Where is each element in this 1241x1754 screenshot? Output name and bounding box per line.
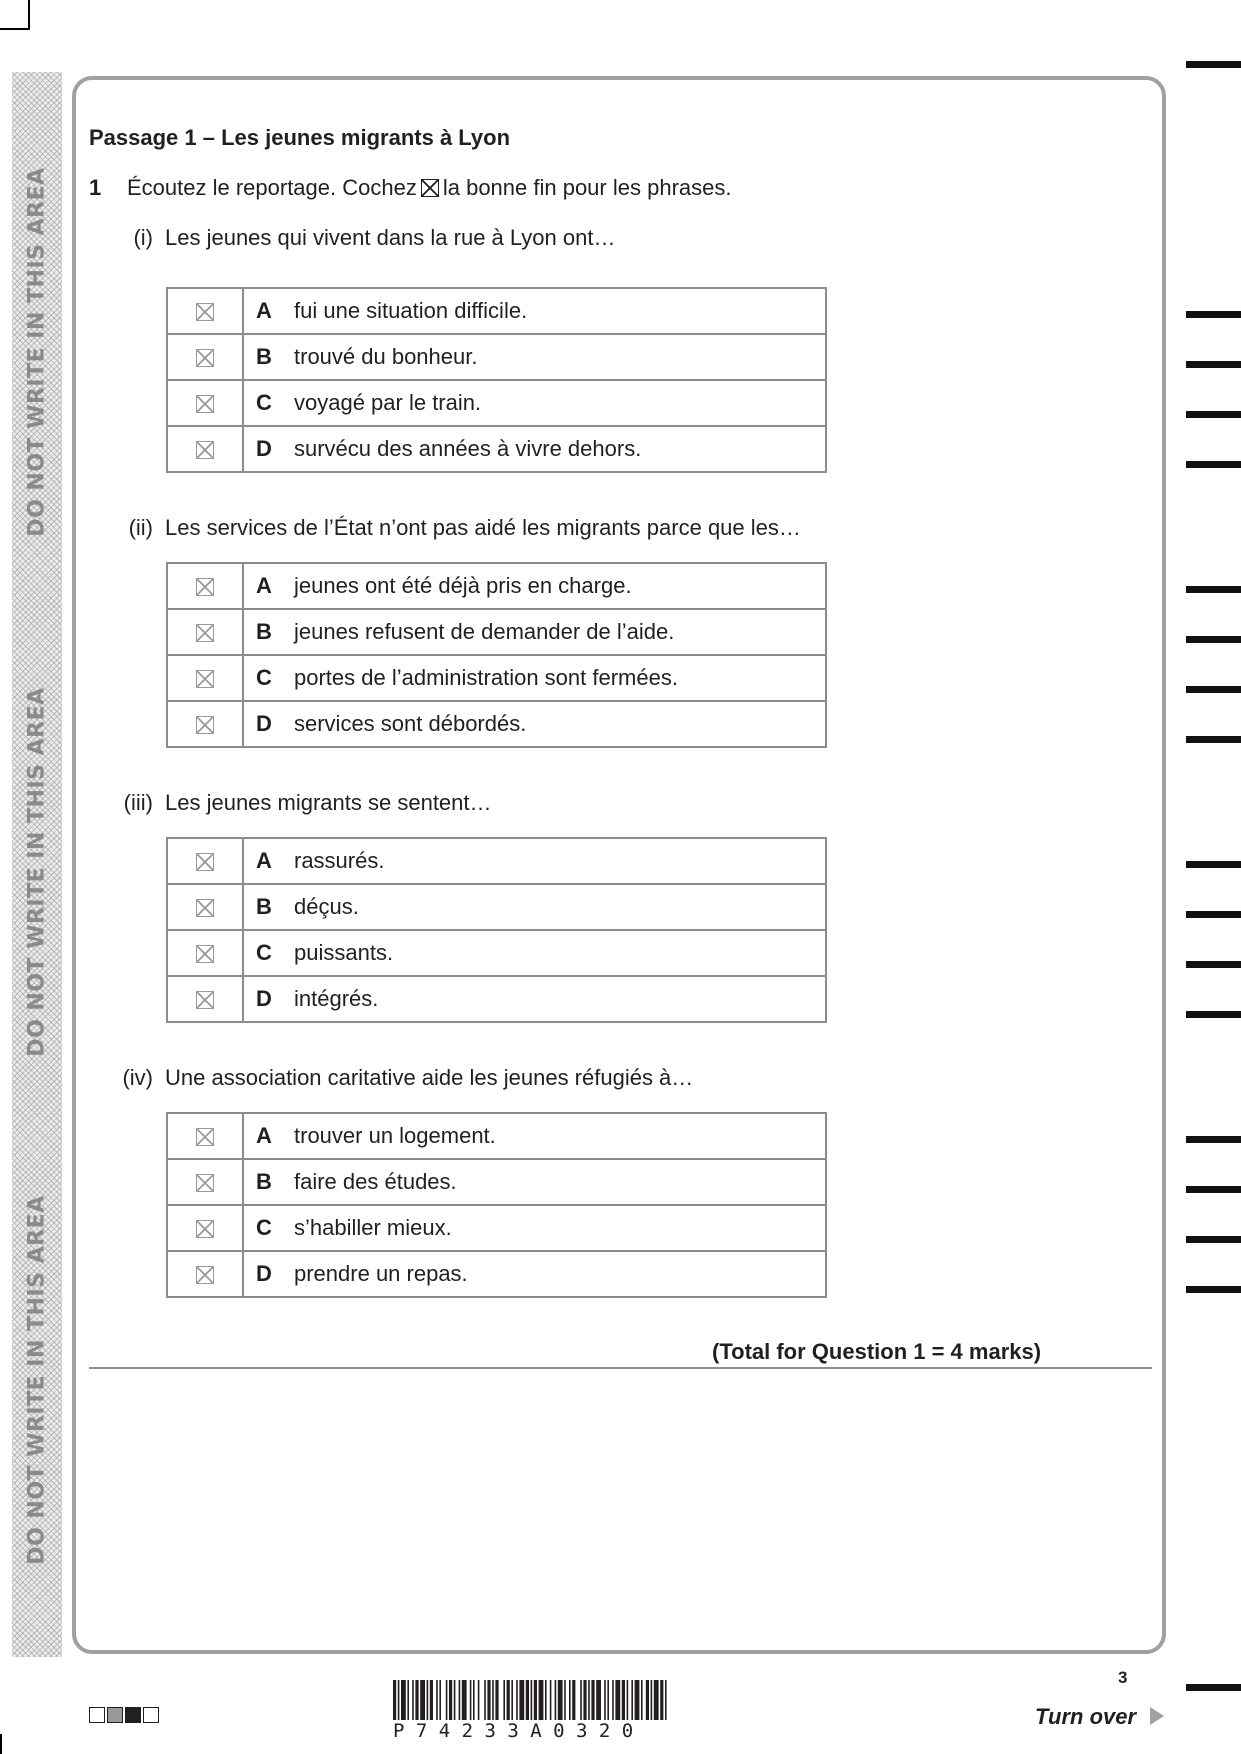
timing-mark <box>1186 1186 1241 1193</box>
barcode-bar <box>516 1680 518 1720</box>
timing-mark <box>1186 911 1241 918</box>
marker-box <box>89 1707 105 1723</box>
option-text: puissants. <box>294 940 394 965</box>
barcode-bar <box>401 1680 406 1720</box>
barcode-bar <box>470 1680 472 1720</box>
option-row <box>167 655 826 701</box>
option-letter: A <box>256 298 272 323</box>
barcode-bar <box>615 1680 620 1720</box>
checkbox-icon <box>196 349 214 367</box>
timing-mark <box>1186 686 1241 693</box>
divider <box>89 1367 1152 1369</box>
option-text: portes de l’administration sont fermées. <box>294 665 678 690</box>
option-letter: B <box>256 344 272 369</box>
option-letter: D <box>256 1261 272 1286</box>
barcode-bar <box>446 1680 448 1720</box>
option-letter: B <box>256 894 272 919</box>
option-letter: C <box>256 940 272 965</box>
option-checkbox[interactable] <box>167 1251 243 1297</box>
timing-mark <box>1186 586 1241 593</box>
option-checkbox[interactable] <box>167 1113 243 1159</box>
barcode-bar <box>545 1680 547 1720</box>
turn-over-label: Turn over <box>1035 1704 1137 1729</box>
option-text: trouver un logement. <box>294 1123 496 1148</box>
checkbox-icon <box>196 441 214 459</box>
option-row <box>167 1205 826 1251</box>
option-checkbox[interactable] <box>167 838 243 884</box>
option-text: intégrés. <box>294 986 379 1011</box>
sub-question-stem: Les jeunes migrants se sentent… <box>165 790 492 815</box>
option-checkbox[interactable] <box>167 884 243 930</box>
option-checkbox[interactable] <box>167 1205 243 1251</box>
barcode-bar <box>641 1680 643 1720</box>
sub-question-label: (i) <box>133 225 153 250</box>
barcode-bar <box>580 1680 582 1720</box>
timing-mark <box>1186 1011 1241 1018</box>
sub-question-stem: Les services de l’État n’ont pas aidé les migrants parce que les… <box>165 515 801 540</box>
checkbox-icon <box>196 578 214 596</box>
option-letter: A <box>256 848 272 873</box>
marker-box <box>143 1707 159 1723</box>
passage-title: Passage 1 – Les jeunes migrants à Lyon <box>89 125 511 150</box>
timing-mark <box>1186 311 1241 318</box>
barcode <box>393 1680 843 1720</box>
option-row <box>167 930 826 976</box>
option-row <box>167 426 826 472</box>
barcode-bar <box>631 1680 633 1720</box>
timing-mark <box>1186 861 1241 868</box>
barcode-bar <box>415 1680 418 1720</box>
option-checkbox[interactable] <box>167 655 243 701</box>
margin-warning: DO NOT WRITE IN THIS AREA <box>24 167 50 537</box>
timing-mark <box>1186 1286 1241 1293</box>
timing-mark <box>1186 636 1241 643</box>
barcode-bar <box>555 1680 557 1720</box>
checkbox-icon <box>196 945 214 963</box>
option-checkbox[interactable] <box>167 930 243 976</box>
barcode-bar <box>398 1680 400 1720</box>
barcode-bar <box>665 1680 667 1720</box>
barcode-bar <box>439 1680 441 1720</box>
option-checkbox[interactable] <box>167 426 243 472</box>
crop-mark-bottom-left <box>0 1734 2 1754</box>
barcode-bar <box>531 1680 533 1720</box>
options-table <box>166 562 827 748</box>
marker-box <box>107 1707 123 1723</box>
option-text: prendre un repas. <box>294 1261 468 1286</box>
barcode-bar <box>454 1680 456 1720</box>
barcode-bar <box>651 1680 653 1720</box>
crop-mark-top-left <box>0 0 30 30</box>
option-text: déçus. <box>294 894 359 919</box>
timing-mark <box>1186 961 1241 968</box>
barcode-bar <box>507 1680 510 1720</box>
barcode-bar <box>583 1680 586 1720</box>
margin-warning: DO NOT WRITE IN THIS AREA <box>24 687 50 1057</box>
option-row <box>167 288 826 334</box>
barcode-bar <box>622 1680 625 1720</box>
timing-mark <box>1186 1684 1241 1691</box>
question-total: (Total for Question 1 = 4 marks) <box>712 1339 1042 1364</box>
barcode-bar <box>539 1680 544 1720</box>
option-letter: C <box>256 1215 272 1240</box>
barcode-bar <box>534 1680 537 1720</box>
checkbox-icon <box>196 395 214 413</box>
option-text: jeunes ont été déjà pris en charge. <box>294 573 632 598</box>
barcode-bar <box>459 1680 461 1720</box>
barcode-bar <box>427 1680 429 1720</box>
option-row <box>167 976 826 1022</box>
options-table <box>166 837 827 1023</box>
instruction-text: Écoutez le reportage. Cochez <box>127 175 417 200</box>
sub-question-stem: Une association caritative aide les jeunes réfugiés à… <box>165 1065 694 1090</box>
option-row <box>167 1251 826 1297</box>
option-text: fui une situation difficile. <box>294 298 528 323</box>
margin-warning: DO NOT WRITE IN THIS AREA <box>24 1195 50 1565</box>
sub-question-label: (iii) <box>123 790 153 815</box>
barcode-bar <box>503 1680 505 1720</box>
barcode-bar <box>393 1680 396 1720</box>
barcode-bar <box>635 1680 640 1720</box>
barcode-bar <box>511 1680 513 1720</box>
barcode-bar <box>646 1680 649 1720</box>
option-row <box>167 701 826 747</box>
checkbox-icon <box>196 670 214 688</box>
barcode-text: P 7 4 2 3 3 A 0 3 2 0 <box>393 1720 634 1742</box>
option-checkbox[interactable] <box>167 976 243 1022</box>
checkbox-icon <box>196 899 214 917</box>
option-checkbox[interactable] <box>167 1159 243 1205</box>
sub-question-stem: Les jeunes qui vivent dans la rue à Lyon ont… <box>165 225 616 250</box>
barcode-bar <box>449 1680 452 1720</box>
timing-mark <box>1186 461 1241 468</box>
option-row <box>167 838 826 884</box>
barcode-bar <box>519 1680 524 1720</box>
option-checkbox[interactable] <box>167 563 243 609</box>
option-text: survécu des années à vivre dehors. <box>294 436 642 461</box>
barcode-bar <box>420 1680 425 1720</box>
option-letter: A <box>256 573 272 598</box>
option-text: voyagé par le train. <box>294 390 482 415</box>
checkbox-icon <box>196 991 214 1009</box>
option-letter: B <box>256 1169 272 1194</box>
barcode-bar <box>604 1680 606 1720</box>
option-text: faire des études. <box>294 1169 457 1194</box>
option-text: s’habiller mieux. <box>294 1215 452 1240</box>
option-text: rassurés. <box>294 848 385 873</box>
option-row <box>167 334 826 380</box>
barcode-bar <box>550 1680 552 1720</box>
barcode-bar <box>572 1680 575 1720</box>
option-letter: C <box>256 390 272 415</box>
checkbox-icon <box>196 1220 214 1238</box>
barcode-bar <box>564 1680 566 1720</box>
barcode-bar <box>627 1680 629 1720</box>
checkbox-icon <box>196 303 214 321</box>
question-instruction <box>127 175 731 201</box>
barcode-bar <box>591 1680 594 1720</box>
barcode-bar <box>487 1680 490 1720</box>
options-table <box>166 1112 827 1298</box>
option-letter: D <box>256 436 272 461</box>
barcode-bar <box>588 1680 590 1720</box>
option-text: trouvé du bonheur. <box>294 344 478 369</box>
barcode-bar <box>492 1680 494 1720</box>
option-checkbox[interactable] <box>167 701 243 747</box>
option-checkbox[interactable] <box>167 380 243 426</box>
option-row <box>167 380 826 426</box>
barcode-bar <box>607 1680 609 1720</box>
barcode-bar <box>484 1680 486 1720</box>
option-row <box>167 884 826 930</box>
option-text: services sont débordés. <box>294 711 527 736</box>
option-checkbox[interactable] <box>167 609 243 655</box>
checkbox-icon <box>196 624 214 642</box>
timing-mark <box>1186 1136 1241 1143</box>
option-letter: B <box>256 619 272 644</box>
barcode-bar <box>478 1680 480 1720</box>
barcode-bar <box>612 1680 614 1720</box>
timing-mark <box>1186 61 1241 68</box>
timing-mark <box>1186 411 1241 418</box>
barcode-bar <box>558 1680 563 1720</box>
option-row <box>167 1113 826 1159</box>
barcode-bar <box>407 1680 409 1720</box>
page-marker-boxes <box>89 1707 159 1723</box>
barcode-bar <box>436 1680 438 1720</box>
crossed-box-icon <box>421 179 439 197</box>
barcode-bar <box>596 1680 601 1720</box>
option-checkbox[interactable] <box>167 288 243 334</box>
barcode-bar <box>412 1680 414 1720</box>
timing-mark <box>1186 736 1241 743</box>
option-letter: D <box>256 986 272 1011</box>
checkbox-icon <box>196 853 214 871</box>
barcode-bar <box>526 1680 529 1720</box>
checkbox-icon <box>196 1266 214 1284</box>
timing-mark <box>1186 1236 1241 1243</box>
option-row <box>167 1159 826 1205</box>
page-number: 3 <box>1118 1668 1128 1687</box>
option-row <box>167 563 826 609</box>
instruction-text: la bonne fin pour les phrases. <box>442 175 732 200</box>
option-row <box>167 609 826 655</box>
barcode-bar <box>430 1680 433 1720</box>
timing-mark <box>1186 361 1241 368</box>
barcode-bar <box>569 1680 571 1720</box>
checkbox-icon <box>196 1128 214 1146</box>
option-text: jeunes refusent de demander de l’aide. <box>294 619 675 644</box>
barcode-bar <box>660 1680 663 1720</box>
option-letter: D <box>256 711 272 736</box>
checkbox-icon <box>196 716 214 734</box>
option-letter: C <box>256 665 272 690</box>
marker-box <box>125 1707 141 1723</box>
arrow-right-icon <box>1150 1707 1164 1725</box>
barcode-bar <box>654 1680 659 1720</box>
options-table <box>166 287 827 473</box>
sub-question-label: (iv) <box>122 1065 153 1090</box>
barcode-bar <box>462 1680 467 1720</box>
barcode-bar <box>495 1680 498 1720</box>
checkbox-icon <box>196 1174 214 1192</box>
barcode-bar <box>473 1680 475 1720</box>
option-letter: A <box>256 1123 272 1148</box>
sub-question-label: (ii) <box>128 515 153 540</box>
question-number: 1 <box>89 175 102 200</box>
option-checkbox[interactable] <box>167 334 243 380</box>
